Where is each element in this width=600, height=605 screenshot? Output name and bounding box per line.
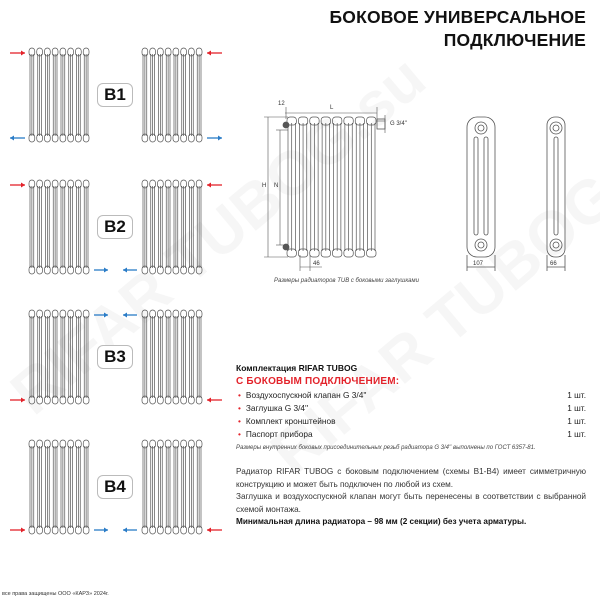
flow-arrow-icon	[207, 528, 222, 533]
radiator	[29, 310, 89, 404]
kit-item-qty: 1 шт.	[567, 429, 586, 439]
description-p1: Радиатор RIFAR TUBOG с боковым подключением (схемы B1-B4) имеет симметричную конструкцию и может быть подключен по любой из схем.	[236, 467, 586, 489]
kit-note: Размеры внутренних боковых присоединительных резьб радиатора G 3/4'' выполнены по ГОСТ 6357-81.	[236, 445, 536, 451]
scheme-label: B3	[97, 345, 133, 369]
radiator-side-view-2col	[547, 117, 565, 271]
radiator	[29, 48, 89, 142]
radiator-side-view-3col	[467, 117, 495, 271]
radiator	[142, 48, 202, 142]
description-p2: Заглушка и воздухоспускной клапан могут быть перенесены в соответствии с выбранной схемой монтажа.	[236, 492, 586, 514]
radiator	[142, 310, 202, 404]
kit-item	[236, 416, 586, 426]
radiator	[29, 180, 89, 274]
bullet-icon: •	[238, 416, 241, 426]
kit-item-name: Воздухоспускной клапан G 3/4''	[245, 390, 367, 400]
dim-12: 12	[278, 101, 285, 107]
kit-item	[236, 390, 586, 400]
kit-item	[236, 403, 586, 413]
bullet-icon: •	[238, 403, 241, 413]
radiator	[142, 440, 202, 534]
connection-schemes	[0, 0, 230, 600]
scheme-label: B2	[97, 215, 133, 239]
kit-item-name: Комплект кронштейнов	[245, 416, 336, 426]
flow-arrow-icon	[10, 51, 25, 56]
dim-L: L	[330, 105, 334, 111]
kit-heading: Комплектация RIFAR TUBOG	[236, 363, 358, 373]
description-p3: Минимальная длина радиатора – 98 мм (2 секции) без учета арматуры.	[236, 517, 527, 526]
scheme-label: B1	[97, 83, 133, 107]
kit-list	[236, 363, 586, 451]
dim-107: 107	[473, 261, 484, 267]
kit-subheading: С БОКОВЫМ ПОДКЛЮЧЕНИЕМ:	[236, 376, 400, 387]
description	[236, 466, 586, 529]
flow-arrow-icon	[207, 398, 222, 403]
page-title: БОКОВОЕ УНИВЕРСАЛЬНОЕ ПОДКЛЮЧЕНИЕ	[329, 7, 586, 50]
radiator	[29, 440, 89, 534]
bullet-icon: •	[238, 390, 241, 400]
bullet-icon: •	[238, 429, 241, 439]
flow-arrow-icon	[94, 268, 108, 273]
flow-arrow-icon	[10, 528, 25, 533]
flow-arrow-icon	[10, 398, 25, 403]
drawing-caption: Размеры радиаторов TUB с боковыми заглушками	[274, 278, 419, 284]
kit-item-name: Паспорт прибора	[245, 429, 313, 439]
dim-46: 46	[313, 261, 320, 267]
thread-size: G 3/4''	[390, 121, 407, 127]
dim-H: H	[262, 183, 267, 189]
kit-item-qty: 1 шт.	[567, 416, 586, 426]
dimension-drawing	[250, 95, 600, 275]
flow-arrow-icon	[123, 268, 137, 273]
flow-arrow-icon	[207, 183, 222, 188]
kit-item-qty: 1 шт.	[567, 390, 586, 400]
flow-arrow-icon	[207, 136, 222, 141]
flow-arrow-icon	[207, 51, 222, 56]
kit-item-name: Заглушка G 3/4''	[245, 403, 309, 413]
kit-item-qty: 1 шт.	[567, 403, 586, 413]
flow-arrow-icon	[10, 183, 25, 188]
kit-item	[236, 429, 586, 439]
flow-arrow-icon	[10, 136, 25, 141]
scheme-label: B4	[97, 475, 133, 499]
dim-N: N	[274, 183, 279, 189]
dim-66: 66	[550, 261, 557, 267]
flow-arrow-icon	[123, 313, 137, 318]
flow-arrow-icon	[94, 313, 108, 318]
radiator	[142, 180, 202, 274]
copyright: все права защищены ООО «КАРЗ» 2024г.	[2, 591, 109, 597]
radiator-front-view	[283, 117, 385, 257]
radiator	[287, 117, 376, 257]
flow-arrow-icon	[94, 528, 108, 533]
flow-arrow-icon	[123, 528, 137, 533]
